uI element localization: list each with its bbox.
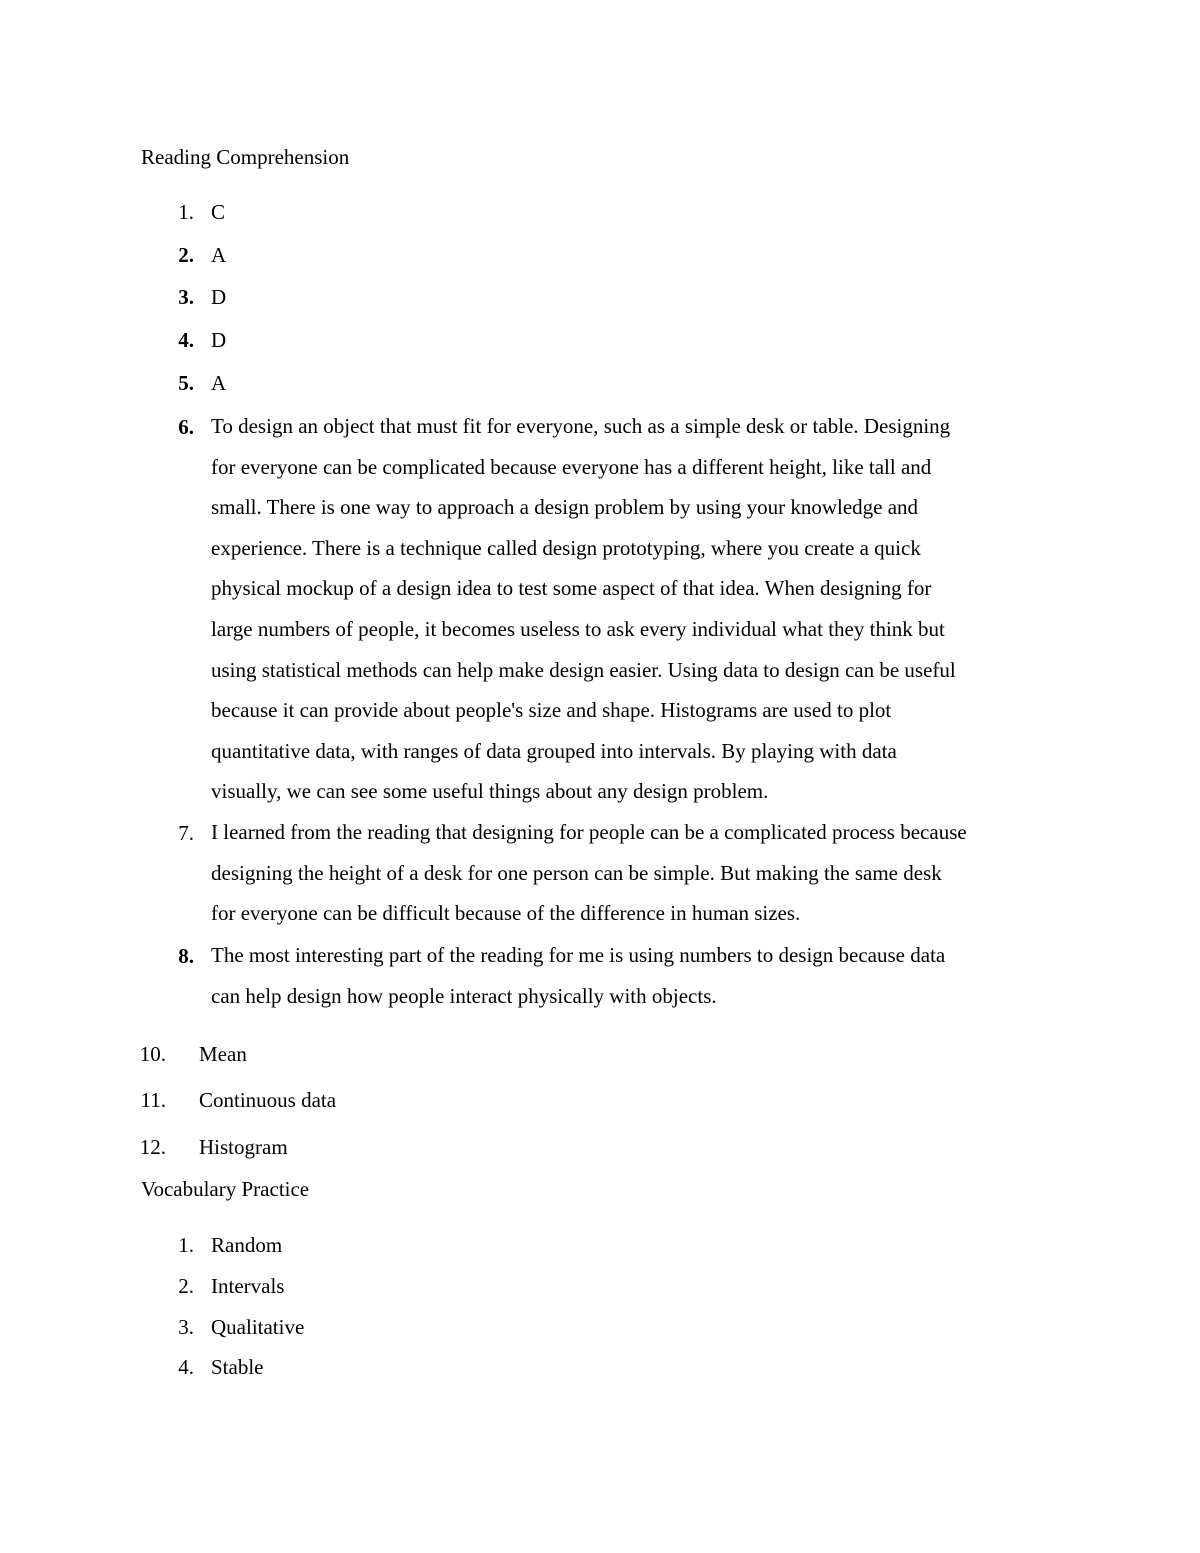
list-item-text: D: [211, 328, 227, 352]
list-number: 11.: [140, 1088, 166, 1112]
list-item-text: Intervals: [211, 1274, 285, 1298]
paragraph-line: can help design how people interact physically with objects.: [211, 983, 717, 1008]
paragraph-line: large numbers of people, it becomes useless to ask every individual what they think but: [211, 616, 945, 641]
reading-comprehension-heading: Reading Comprehension: [141, 145, 350, 169]
list-item-text: C: [211, 200, 226, 224]
list-number: 1.: [178, 200, 194, 224]
paragraph-line: for everyone can be complicated because everyone has a different height, like tall and: [211, 454, 932, 479]
list-number: 10.: [139, 1042, 166, 1066]
list-item-text: Continuous data: [199, 1088, 337, 1112]
list-item-text: Random: [211, 1233, 283, 1257]
paragraph-line: experience. There is a technique called design prototyping, where you create a quick: [211, 535, 921, 560]
list-item-text: Mean: [199, 1042, 247, 1066]
paragraph-line: for everyone can be difficult because of the difference in human sizes.: [211, 901, 801, 926]
list-item-text: A: [211, 243, 227, 267]
paragraph-line: I learned from the reading that designing for people can be a complicated process because: [211, 820, 967, 844]
list-number: 12.: [139, 1135, 166, 1159]
paragraph-line: because it can provide about people's size and shape. Histograms are used to plot: [211, 698, 892, 723]
list-number: 2.: [178, 243, 194, 267]
paragraph-line: small. There is one way to approach a design problem by using your knowledge and: [211, 495, 919, 520]
paragraph-text: [211, 935, 1071, 1016]
list-number: 4.: [178, 1355, 194, 1379]
list-number: 8.: [178, 944, 194, 968]
list-number: 1.: [178, 1233, 194, 1257]
list-number: 3.: [178, 285, 194, 309]
list-item-text: Histogram: [199, 1135, 288, 1159]
list-number: 7.: [178, 821, 194, 845]
list-number: 3.: [178, 1315, 194, 1339]
paragraph-line: quantitative data, with ranges of data grouped into intervals. By playing with data: [211, 738, 897, 763]
list-item-text: D: [211, 285, 227, 309]
paragraph-line: designing the height of a desk for one person can be simple. But making the same desk: [211, 860, 942, 885]
paragraph-line: To design an object that must fit for everyone, such as a simple desk or table. Designing: [211, 414, 951, 438]
vocabulary-practice-heading: Vocabulary Practice: [141, 1177, 310, 1201]
paragraph-line: The most interesting part of the reading for me is using numbers to design because data: [211, 943, 946, 967]
list-number: 4.: [178, 328, 194, 352]
paragraph-line: using statistical methods can help make design easier. Using data to design can be useful: [211, 657, 956, 682]
paragraph-line: physical mockup of a design idea to test some aspect of that idea. When designing for: [211, 576, 932, 601]
list-number: 2.: [178, 1274, 194, 1298]
list-item-text: Qualitative: [211, 1315, 305, 1339]
list-item-text: Stable: [211, 1355, 264, 1379]
paragraph-text: [211, 812, 1071, 934]
paragraph-text: [211, 406, 1071, 812]
paragraph-line: visually, we can see some useful things about any design problem.: [211, 779, 769, 804]
list-number: 5.: [178, 371, 194, 395]
list-number: 6.: [178, 415, 194, 439]
list-item-text: A: [211, 371, 227, 395]
